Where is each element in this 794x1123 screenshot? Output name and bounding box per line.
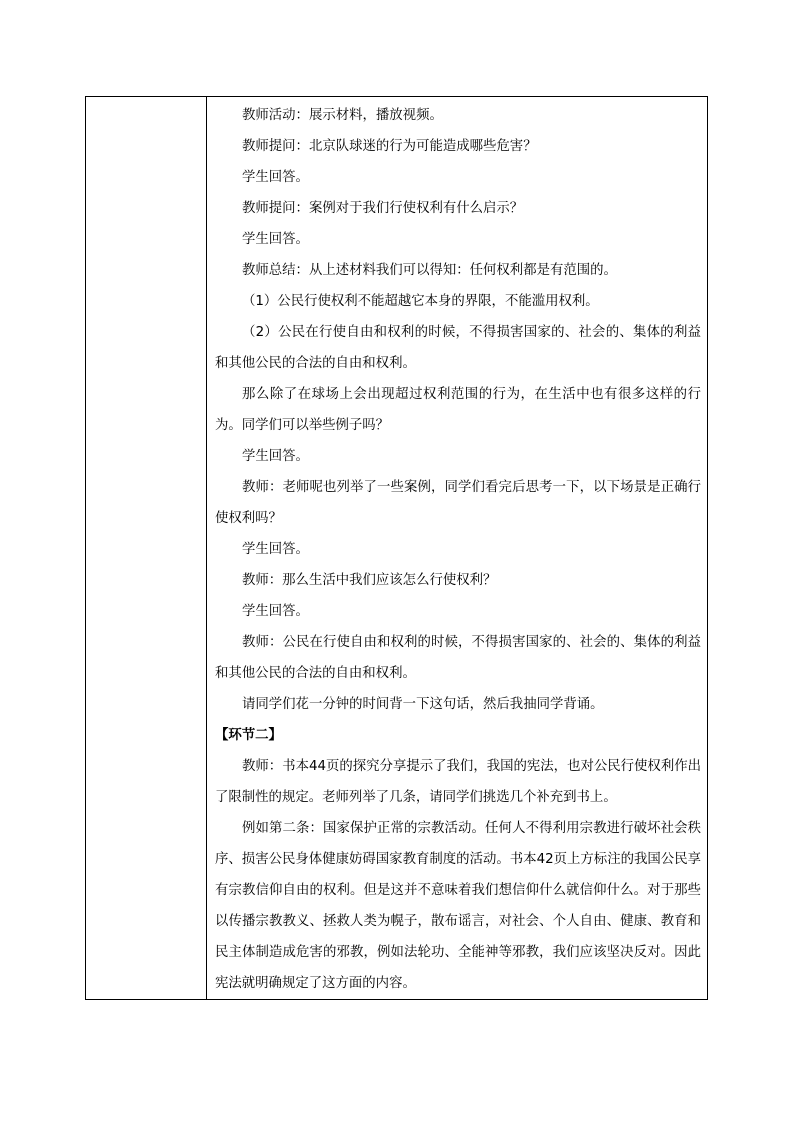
section-heading: 【环节二】 (215, 728, 282, 743)
table-right-cell (207, 97, 707, 999)
paragraph-teacher-question-2: 教师提问：案例对于我们行使权利有什么启示？ (242, 201, 524, 216)
paragraph-teacher-conclusion: 教师：公民在行使自由和权利的时候，不得损害国家的、社会的、集体的利益和其他公民的合法的自由和权利。 (215, 635, 701, 681)
paragraph-point-1: （1）公民行使权利不能超越它本身的界限，不能滥用权利。 (242, 294, 599, 309)
paragraph-examples-prompt: 那么除了在球场上会出现超过权利范围的行为，在生活中也有很多这样的行为。同学们可以举些例子吗？ (215, 387, 701, 433)
paragraph-student-answer: 学生回答。 (242, 542, 309, 557)
paragraph-student-answer: 学生回答。 (242, 232, 309, 247)
paragraph-teacher-cases: 教师：老师呢也列举了一些案例，同学们看完后思考一下，以下场景是正确行使权利吗？ (215, 480, 701, 526)
paragraph-point-2: （2）公民在行使自由和权利的时候，不得损害国家的、社会的、集体的利益和其他公民的合法的自由和权利。 (215, 325, 701, 371)
paragraph-student-answer: 学生回答。 (242, 604, 309, 619)
paragraph-memorize: 请同学们花一分钟的时间背一下这句话，然后我抽同学背诵。 (242, 697, 604, 712)
paragraph-teacher-activity: 教师活动：展示材料，播放视频。 (242, 108, 443, 123)
paragraph-teacher-summary: 教师总结：从上述材料我们可以得知：任何权利都是有范围的。 (242, 263, 617, 278)
paragraph-student-answer: 学生回答。 (242, 170, 309, 185)
paragraph-religion-example: 例如第二条：国家保护正常的宗教活动。任何人不得利用宗教进行破坏社会秩序、损害公民身体健康妨碍国家教育制度的活动。书本42页上方标注的我国公民享有宗教信仰自由的权利。但是这并不意味着我们想信仰什么就信仰什么。对于那些以传播宗教教义、拯救人类为幌子，散布谣言，对社会、个人自由、健康、教育和民主体制造成危害的邪教，例如法轮功、全能神等邪教，我们应该坚决反对。因此宪法就明确规定了这方面的内容。 (215, 821, 701, 991)
paragraph-teacher-question-1: 教师提问：北京队球迷的行为可能造成哪些危害？ (242, 139, 537, 154)
table-left-cell (86, 97, 207, 999)
paragraph-textbook-explore: 教师：书本44页的探究分享提示了我们，我国的宪法，也对公民行使权利作出了限制性的规定。老师列举了几条，请同学们挑选几个补充到书上。 (215, 759, 701, 805)
paragraph-student-answer: 学生回答。 (242, 449, 309, 464)
paragraph-teacher-question-3: 教师：那么生活中我们应该怎么行使权利？ (242, 573, 497, 588)
lesson-table (85, 96, 708, 1000)
